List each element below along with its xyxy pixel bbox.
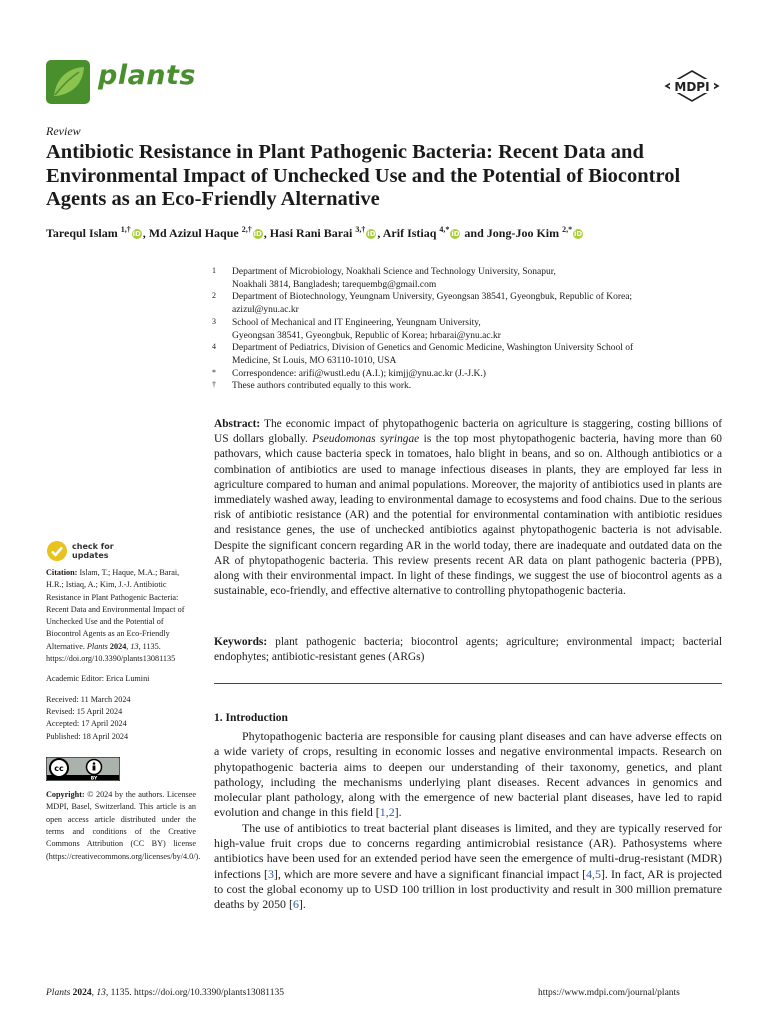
orcid-icon[interactable]: iD (367, 230, 376, 238)
date-revised: Revised: 15 April 2024 (46, 706, 123, 716)
abstract (214, 417, 722, 599)
copyright-text: © 2024 by the authors. Licensee MDPI, Basel, Switzerland. This article is an open access article distributed under the terms and conditions of the Creative Commons Attribution (CC BY) license (https://creativecommons.org/licenses/by/4.0/). (46, 790, 201, 861)
copyright-label: Copyright: (46, 790, 85, 800)
author-affil-mark: 3,† (355, 225, 366, 234)
paragraph-text: ]. (394, 805, 402, 820)
affiliation-item (212, 266, 722, 291)
author-affil-mark: 1,† (120, 225, 131, 234)
affiliations (212, 266, 722, 393)
affiliation-mark: 1 (212, 266, 216, 275)
affiliation-mark: † (212, 380, 216, 390)
citation-year: 2024 (109, 641, 127, 651)
check-updates-line: check for (72, 542, 114, 551)
correspondence-item (212, 368, 722, 381)
citation-journal: Plants (86, 641, 108, 651)
section-heading: 1. Introduction (214, 712, 288, 724)
article-title: Antibiotic Resistance in Plant Pathogenic Bacteria: Recent Data and Environmental Impact of Unchecked Use and the Potential of Biocontrol Agents as an Eco-Friendly Alternative (46, 141, 681, 210)
affiliation-mark: 4 (212, 342, 216, 352)
citation-volume: 13 (130, 641, 139, 651)
citation-text: Islam, T.; Haque, M.A.; Barai, H.R.; Istiaq, A.; Kim, J.-J. Antibiotic Resistance in Plant Pathogenic Bacteria: Recent Data and Environmental Impact of Unchecked Use and the Potential of Biocontrol Agents as an Eco-Friendly Alternative. (46, 568, 185, 651)
affiliation-line: Gyeongsan 38541, Gyeongbuk, Republic of Korea; hrbarai@ynu.ac.kr (232, 330, 501, 341)
affiliation-mark: 2 (212, 291, 216, 301)
footer-volume: 13 (96, 988, 106, 998)
reference-link[interactable]: 6 (292, 897, 299, 912)
date-received: Received: 11 March 2024 (46, 694, 131, 704)
keywords-label: Keywords: (214, 636, 268, 648)
citation-doi[interactable]: , 1135. https://doi.org/10.3390/plants13081135 (46, 641, 176, 664)
author-name[interactable]: Hasi Rani Barai (269, 226, 353, 240)
orcid-icon[interactable]: iD (253, 230, 262, 238)
paragraph-text: The use of antibiotics to treat bacterial plant diseases is limited, and they are typically reserved for high-value fruit crops due to concerns regarding antimicrobial resistance (AR). Pathosystems where antibiotics have been used for an extended period have seen the emergence of multi-drug-resistant (MDR) infections [ (214, 820, 722, 881)
affiliation-line: Medicine, St Louis, MO 63110-1010, USA (232, 355, 397, 366)
author-name[interactable]: Tarequl Islam (46, 226, 118, 240)
paragraph (214, 729, 722, 821)
check-updates-line: updates (72, 551, 109, 560)
publisher-name: MDPI (674, 80, 710, 94)
article-info-column (46, 567, 201, 863)
paragraph-text: ], which are more severe and have a significant financial impact [ (273, 866, 587, 881)
author-and: and (464, 226, 484, 240)
abstract-text: is the top most phytopathogenic bacteria, having more than 60 pathovars, which cause bacteria speck in tomatoes, halo blight in beans, and so on. Although antibiotics or a combination of antibiotics are used to manage infectious diseases in plants, they are employed far less in agriculture compared to human and animal populations. Moreover, the majority of antibiotics used in plants are immediately washed away, leading to environmental damage to ecosystems and food chains. Due to the serious risk of antibiotic resistance (AR) and the potential for environmental contamination with antibiotic residues and resistance genes, the use of unchecked antibiotics against phytopathogenic bacteria is not advisable. Despite the significant concern regarding AR in the world today, there are inadequate and outdated data on the AR of phytopathogenic bacteria. This review presents recent AR data on plant pathogenic bacteria (PPB), along with their environmental impact. In light of these findings, we suggest the use of biocontrol agents as a sustainable, eco-friendly, and effective alternative to controlling phytopathogenic bacteria. (214, 433, 722, 598)
citation: Citation: Islam, T.; Haque, M.A.; Barai, H.R.; Istiaq, A.; Kim, J.-J. Antibiotic Resistance in Plant Pathogenic Bacteria: Recent Data and Environmental Impact of Unchecked Use and the Potential of Biocontrol Agents as an Eco-Friendly Alternative. Plants 2024, 13, 1135. https://doi.org/10.3390/plants13081135 (46, 568, 185, 664)
date-published: Published: 18 April 2024 (46, 731, 129, 741)
affiliation-line: Noakhali 3814, Bangladesh; tarequembg@gmail.com (232, 279, 437, 290)
author-affil-mark: 2,† (241, 225, 252, 234)
copyright-notice (46, 789, 201, 863)
abstract-text: The economic impact of phytopathogenic bacteria on agriculture is staggering, costing billions of US dollars globally. (214, 418, 722, 446)
affiliation-mark: 3 (212, 316, 216, 326)
author-name[interactable]: Arif Istiaq (382, 226, 437, 240)
reference-link[interactable]: 4,5 (586, 866, 601, 881)
by-label: BY (90, 776, 98, 781)
reference-link[interactable]: 3 (267, 866, 274, 881)
affiliation-line: Department of Biotechnology, Yeungnam University, Gyeongsan 38541, Gyeongbuk, Republic of Korea; (232, 292, 633, 303)
affiliation-item (212, 342, 722, 367)
affiliation-line: School of Mechanical and IT Engineering, Yeungnam University, (232, 317, 481, 328)
cc-label: cc (54, 763, 64, 773)
paragraph-text: Phytopathogenic bacteria are responsible for causing plant diseases and can have adverse effects on a wide variety of crops, resulting in economic losses and negative environmental impacts. Research on phytopathogenic bacteria aims to deepen our understanding of their taxonomy, genetics, and plant pathology, including the mechanisms underlying plant diseases. Recent advances in genomics and molecular plant pathology, along with the emergence of new bacterial plant diseases, have led to rapid evolution and change in this field [ (214, 729, 722, 820)
cc-by-license-icon[interactable] (46, 757, 120, 781)
reference-link[interactable]: 1,2 (379, 805, 395, 820)
author-separator: , (263, 226, 267, 240)
author-name[interactable]: Jong-Joo Kim (486, 226, 560, 240)
affiliation-line: Department of Microbiology, Noakhali Science and Technology University, Sonapur, (232, 267, 556, 277)
equal-contribution-note (212, 380, 722, 393)
affiliation-line: azizul@ynu.ac.kr (232, 305, 299, 316)
footer-citation: Plants 2024, 13, 1135. https://doi.org/10.3390/plants13081135 (46, 988, 284, 998)
author-list (46, 225, 584, 241)
date-accepted: Accepted: 17 April 2024 (46, 719, 127, 729)
footer-journal: Plants (46, 988, 71, 998)
paragraph-text: ]. (298, 897, 306, 912)
orcid-icon[interactable]: iD (451, 230, 460, 238)
introduction-body (214, 729, 722, 913)
citation-label: Citation: (46, 568, 78, 577)
orcid-icon[interactable]: iD (132, 230, 141, 238)
abstract-species: Pseudomonas syringae (312, 433, 420, 446)
correspondence-line[interactable]: Correspondence: arifi@wustl.edu (A.I.); kimjj@ynu.ac.kr (J.-J.K.) (232, 368, 486, 379)
affiliation-mark: * (212, 367, 216, 377)
paragraph (214, 821, 722, 913)
equal-contribution-text: These authors contributed equally to this work. (232, 381, 412, 392)
affiliation-item (212, 291, 722, 316)
footer-doi[interactable]: , 1135. https://doi.org/10.3390/plants13081135 (105, 988, 284, 998)
author-separator: , (377, 226, 381, 240)
author-name[interactable]: Md Azizul Haque (148, 226, 239, 240)
article-type: Review (46, 124, 81, 138)
orcid-icon[interactable]: iD (574, 230, 583, 238)
journal-name[interactable]: plants (98, 60, 197, 91)
author-affil-mark: 2,* (562, 225, 573, 234)
footer-year: 2024 (72, 988, 92, 998)
keywords-text: plant pathogenic bacteria; biocontrol agents; agriculture; environmental impact; bacterial endophytes; antibiotic-resistant genes (ARGs) (214, 636, 722, 664)
author-separator: , (142, 226, 146, 240)
plants-leaf-logo (46, 60, 90, 104)
affiliation-line: Department of Pediatrics, Division of Genetics and Genomic Medicine, Washington University School of (232, 343, 634, 354)
affiliation-item (212, 317, 722, 342)
check-updates-icon (46, 540, 68, 562)
mdpi-logo[interactable] (664, 70, 720, 102)
abstract-divider (214, 683, 722, 684)
paragraph-text: ]. In fact, AR is projected to cost the global economy up to USD 100 trillion in lost productivity and result in 300 million premature deaths by 2050 [ (214, 866, 722, 912)
footer-journal-url[interactable]: https://www.mdpi.com/journal/plants (538, 988, 680, 998)
academic-editor: Academic Editor: Erica Lumini (46, 674, 150, 684)
check-for-updates-button[interactable] (46, 540, 166, 564)
author-affil-mark: 4,* (439, 225, 450, 234)
keywords (214, 635, 722, 665)
abstract-label: Abstract: (214, 418, 261, 430)
